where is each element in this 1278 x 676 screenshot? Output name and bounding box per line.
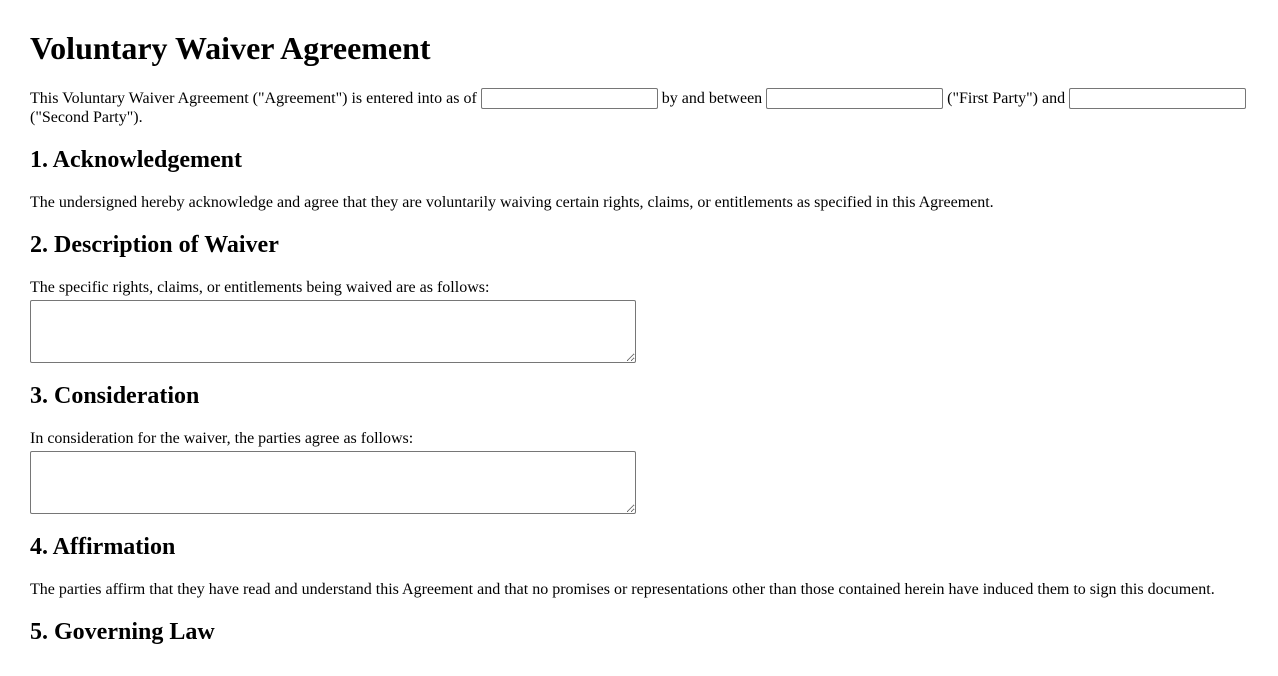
document-title: Voluntary Waiver Agreement: [30, 30, 431, 66]
section-affirmation-heading: 4. Affirmation: [30, 534, 176, 560]
section-affirmation-body: The parties affirm that they have read and understand this Agreement and that no promises or representations other than those contained herein have induced them to sign this document.: [30, 581, 1215, 598]
section-acknowledgement-heading: 1. Acknowledgement: [30, 147, 242, 173]
waiver-document: [30, 30, 1254, 646]
first-party-input[interactable]: [766, 88, 943, 109]
intro-text-second-party: ("Second Party").: [30, 109, 143, 126]
section-description-of-waiver-heading: 2. Description of Waiver: [30, 232, 279, 258]
consideration-textarea[interactable]: [30, 451, 636, 514]
section-acknowledgement-body: The undersigned hereby acknowledge and agree that they are voluntarily waiving certain rights, claims, or entitlements as specified in this Agreement.: [30, 194, 994, 211]
effective-date-input[interactable]: [481, 88, 658, 109]
intro-paragraph: [30, 88, 1254, 127]
consideration-label: In consideration for the waiver, the parties agree as follows:: [30, 430, 414, 447]
intro-text-entered-as-of: This Voluntary Waiver Agreement ("Agreement") is entered into as of: [30, 90, 477, 107]
section-consideration-heading: 3. Consideration: [30, 383, 200, 409]
intro-text-by-and-between: by and between: [661, 90, 763, 107]
section-governing-law-heading: 5. Governing Law: [30, 619, 215, 645]
waiver-description-textarea[interactable]: [30, 300, 636, 363]
waiver-description-label: The specific rights, claims, or entitlements being waived are as follows:: [30, 279, 490, 296]
intro-text-first-party-and: ("First Party") and: [947, 90, 1066, 107]
second-party-input[interactable]: [1069, 88, 1246, 109]
